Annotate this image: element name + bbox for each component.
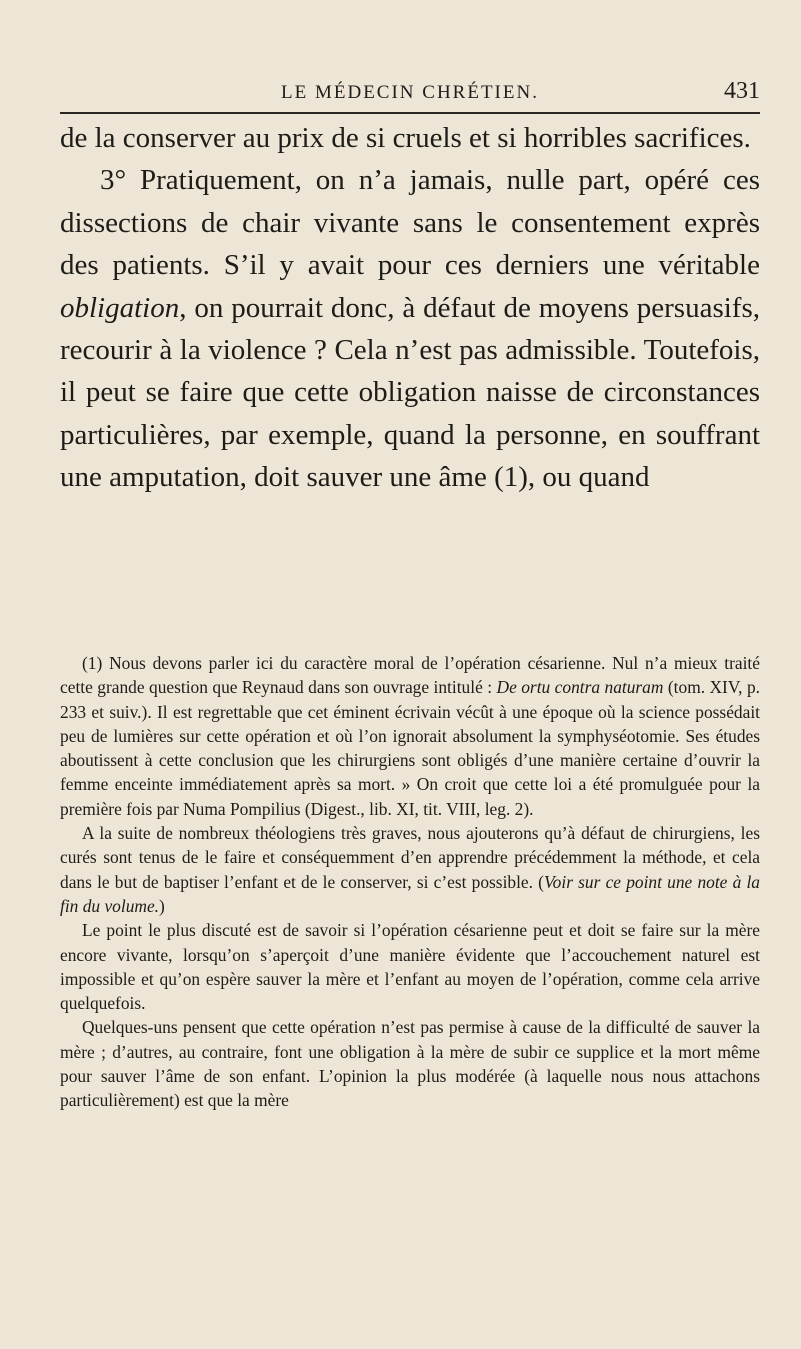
footnote-4	[60, 1015, 760, 1112]
paragraph-2-emphasis: obligation	[60, 291, 180, 324]
footnote-4-text: Quelques-uns pensent que cette opération n’est pas permise à cause de la difficulté de sauver la mère ; d’autres, au contraire, font une obligation à la mère de subir ce supplice et la mort même pour sauver l’âme de son enfant. L’opinion la plus modérée (à laquelle nous nous attachons particulièrement) est que la mère	[60, 1017, 760, 1111]
header-rule	[60, 112, 760, 114]
paragraph-2-text-a: 3° Pratiquement, on n’a jamais, nulle part, opéré ces dissections de chair vivante sans le consentement exprès des patients. S’il y avait pour ces derniers une véritable	[60, 164, 760, 282]
paragraph-2-text-b: , on pourrait donc, à défaut de moyens persuasifs, recourir à la violence ? Cela n’est pas admissible. Toutefois, il peut se faire que cette obligation naisse de circonstances particulières, par exemple, quand la personne, en souffrant une amputation, doit sauver une âme (1), ou quand	[60, 291, 760, 494]
footnote-2-text-b: )	[159, 895, 165, 916]
footnote-1-text-b: (tom. XIV, p. 233 et suiv.). Il est regrettable que cet éminent écrivain vécût à une époque où la science possédait peu de lumières sur cette opération et où l’on ignorait absolument la symphyséotomie. Ses études aboutissent à cette conclusion que les chirurgiens sont obligés d’une manière certaine d’ouvrir la femme enceinte immédiatement après sa mort. » On croit que cette loi a été promulguée pour la première fois par Numa Pompilius (Digest., lib. XI, tit. VIII, leg. 2).	[60, 677, 760, 819]
footnotes	[60, 651, 760, 1113]
running-head	[60, 78, 760, 112]
paragraph-1	[60, 117, 760, 159]
footnote-2	[60, 821, 760, 918]
footnote-2-reference: Voir sur ce point une note à la fin du volume.	[60, 871, 760, 916]
footnote-1	[60, 651, 760, 821]
footnote-2-text-a: A la suite de nombreux théologiens très graves, nous ajouterons qu’à défaut de chirurgiens, les curés sont tenus de le faire et conséquemment d’en apprendre précédemment la méthode, et cela dans le but de baptiser l’enfant et de le conserver, si c’est possible. (	[60, 823, 760, 892]
footnote-3-text: Le point le plus discuté est de savoir si l’opération césarienne peut et doit se faire sur la mère encore vivante, lorsqu’on s’aperçoit d’une manière évidente que l’accouchement naturel est impossible et qu’on espère sauver la mère et l’enfant au moyen de l’opération, comme cela arrive quelquefois.	[60, 920, 760, 1014]
main-text	[60, 117, 760, 499]
paragraph-1-text: de la conserver au prix de si cruels et si horribles sacrifices.	[60, 122, 751, 154]
paragraph-2	[60, 159, 760, 498]
footnote-3	[60, 918, 760, 1015]
page-number: 431	[724, 78, 760, 104]
running-title: LE MÉDECIN CHRÉTIEN.	[281, 82, 539, 103]
footnote-1-text-a: (1) Nous devons parler ici du caractère moral de l’opération césarienne. Nul n’a mieux traité cette grande question que Reynaud dans son ouvrage intitulé :	[60, 653, 760, 698]
footnote-1-title: De ortu contra naturam	[496, 677, 664, 698]
